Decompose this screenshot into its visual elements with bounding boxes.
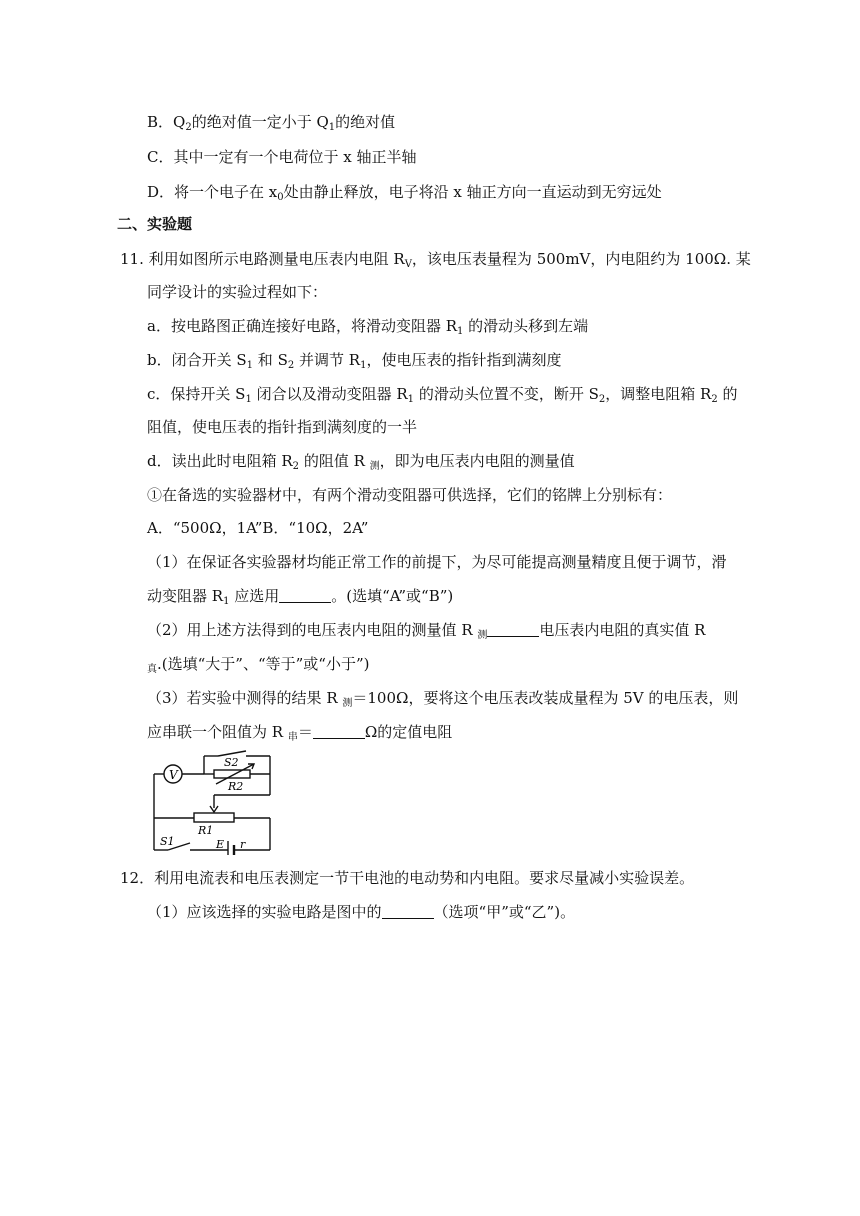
q11-part2-line1: （2）用上述方法得到的电压表内电阻的测量值 R $_测$ 电压表内电阻的真实值 R — [147, 621, 706, 641]
rheostat-r1 — [194, 813, 234, 822]
voltmeter-label: V — [169, 768, 178, 782]
r2-label: R2 — [228, 780, 244, 793]
answer-blank[interactable] — [313, 722, 365, 739]
answer-blank[interactable] — [279, 586, 331, 603]
answer-blank[interactable] — [487, 620, 539, 637]
q11-stem-line1: 11. 利用如图所示电路测量电压表内电阻 $R_V$，该电压表量程为 500mV，内电阻约为 100Ω. 某 — [120, 250, 751, 270]
q11-step-b: b．闭合开关 $S_1$ 和 $S_2$ 并调节 $R_1$，使电压表的指针指到满刻度 — [147, 351, 562, 371]
q11-choices: A．“500Ω，1A”B．“10Ω，2A” — [147, 519, 369, 537]
q12-stem: 12．利用电流表和电压表测定一节干电池的电动势和内电阻。要求尽量减小实验误差。 — [120, 869, 695, 887]
q11-part2-line2: $_真$.(选填“大于”、“等于”或“小于”) — [147, 655, 370, 675]
q11-circle-1: ①在备选的实验器材中，有两个滑动变阻器可供选择，它们的铭牌上分别标有： — [147, 486, 673, 504]
s2-label: S2 — [224, 756, 239, 769]
section-title: 二、实验题 — [117, 215, 193, 233]
option-b: B．$Q_2$的绝对值一定小于 $Q_1$的绝对值 — [147, 113, 396, 133]
r1-label: R1 — [198, 824, 214, 837]
resistor-box-r2 — [214, 770, 250, 778]
r-label: r — [240, 838, 246, 851]
answer-blank[interactable] — [382, 902, 434, 919]
q12-part1: （1）应该选择的实验电路是图中的 （选项“甲”或“乙”)。 — [147, 903, 576, 921]
q11-stem-line2: 同学设计的实验过程如下： — [147, 283, 328, 301]
q11-part1-line2: 动变阻器 $R_1$ 应选用 。(选填“A”或“B”) — [147, 587, 454, 607]
q11-step-a: a．按电路图正确连接好电路，将滑动变阻器 $R_1$ 的滑动头移到左端 — [147, 317, 589, 337]
q11-part1-line1: （1）在保证各实验器材均能正常工作的前提下，为尽可能提高测量精度且便于调节，滑 — [147, 553, 727, 571]
option-d: D．将一个电子在 $x_0$处由静止释放，电子将沿 x 轴正方向一直运动到无穷远处 — [147, 183, 662, 203]
q11-step-c-line1: c．保持开关 $S_1$ 闭合以及滑动变阻器 $R_1$ 的滑动头位置不变，断开 $S_2$，调整电阻箱 $R_2$ 的 — [147, 385, 738, 405]
q11-step-d: d．读出此时电阻箱 $R_2$ 的阻值 R $_测$，即为电压表内电阻的测量值 — [147, 452, 575, 472]
e-label: E — [216, 838, 225, 851]
q11-step-c-line2: 阻值，使电压表的指针指到满刻度的一半 — [147, 418, 418, 436]
q11-part3-line1: （3）若实验中测得的结果 R $_测$＝100Ω，要将这个电压表改装成量程为 5V 的电压表，则 — [147, 689, 739, 709]
s1-label: S1 — [160, 835, 175, 848]
option-c: C．其中一定有一个电荷位于 x 轴正半轴 — [147, 148, 417, 166]
circuit-diagram — [146, 750, 280, 855]
q11-part3-line2: 应串联一个阻值为 R $_串$＝ Ω的定值电阻 — [147, 723, 453, 743]
